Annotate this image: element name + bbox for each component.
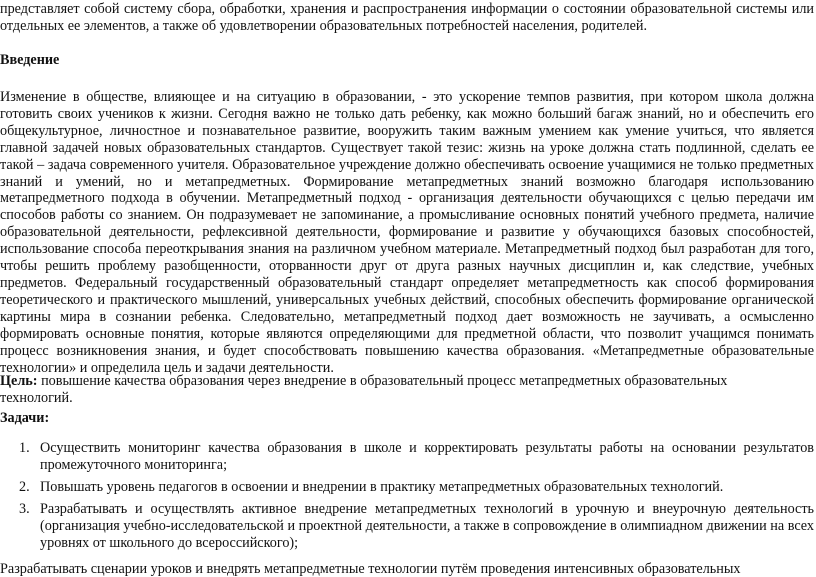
bottom-paragraph: Разрабатывать сценарии уроков и внедрять метапредметные технологии путём проведения интенсивных образовательных bbox=[0, 561, 741, 577]
task-item-2 bbox=[19, 479, 814, 496]
task-text: Разрабатывать и осуществлять активное внедрение метапредметных технологий в урочную и внеурочную деятельность (организация учебно-исследовательской и проектной деятельности, а также в сопровождение в олимпиадном движении на всех уровнях от школьного до всероссийского); bbox=[40, 500, 814, 551]
task-text: Повышать уровень педагогов в освоении и внедрении в практику метапредметных образовательных технологий. bbox=[40, 478, 724, 495]
task-number: 3. bbox=[19, 500, 30, 517]
main-paragraph: Изменение в обществе, влияющее и на ситуацию в образовании, - это ускорение темпов развития, при котором школа должна готовить своих учеников к жизни. Сегодня важно не только дать ребенку, как можно больший багаж знаний, но и обеспечить его общекультурное, личностное и познавательное развитие, вооружить таким важным умением как умение учиться, что является главной задачей новых образовательных стандартов. Существует такой тезис: жизнь на уроке должна стать подлинной, сделать ее такой – задача современного учителя. Образовательное учреждение должно обеспечивать освоение учащимися не только предметных знаний и умений, но и метапредметных. Формирование метапредметных знаний возможно благодаря использованию метапредметного подхода в обучении. Метапредметный подход - организация деятельности обучающихся с целью передачи им способов работы со знанием. Он подразумевает не запоминание, а промысливание основных понятий учебного предмета, наличие образовательной деятельности, рефлексивной деятельности, формирование и развитие у обучающихся базовых способностей, использование способа переоткрывания знания на различном учебном материале. Метапредметный подход был разработан для того, чтобы решить проблему разобщенности, оторванности друг от друга разных научных дисциплин и, как следствие, учебных предметов. Федеральный государственный образовательный стандарт определяет метапредметность как способ формирования теоретического и практического мышлений, универсальных учебных действий, способных обеспечить формирование органической картины мира в сознании ребенка. Следовательно, метапредметный подход дает возможность не заучивать, а осмысленно формировать основные понятия, которые являются определяющими для предметной области, что позволит учащимся понимать процесс возникновения знания, и будет способствовать повышению качества образования. «Метапредметные образовательные технологии» и определила цель и задачи деятельности. bbox=[0, 89, 814, 376]
task-item-3 bbox=[19, 501, 814, 552]
goal-paragraph bbox=[0, 373, 740, 407]
task-text: Осуществить мониторинг качества образования в школе и корректировать результаты работы на основании результатов промежуточного мониторинга; bbox=[40, 440, 814, 473]
goal-label: Цель: bbox=[0, 373, 38, 389]
task-number: 2. bbox=[19, 478, 30, 495]
task-number: 1. bbox=[19, 440, 30, 456]
heading-tasks: Задачи: bbox=[0, 410, 50, 426]
intro-paragraph: представляет собой систему сбора, обработки, хранения и распространения информации о состоянии образовательной системы или отдельных ее элементов, а также об удовлетворении образовательных потребностей населения, родителей. bbox=[0, 1, 814, 34]
goal-text: повышение качества образования через внедрение в образовательный процесс метапредметных образовательных технологий. bbox=[0, 373, 728, 406]
task-item-1 bbox=[19, 440, 814, 474]
heading-introduction: Введение bbox=[0, 52, 60, 68]
task-list bbox=[19, 440, 814, 556]
